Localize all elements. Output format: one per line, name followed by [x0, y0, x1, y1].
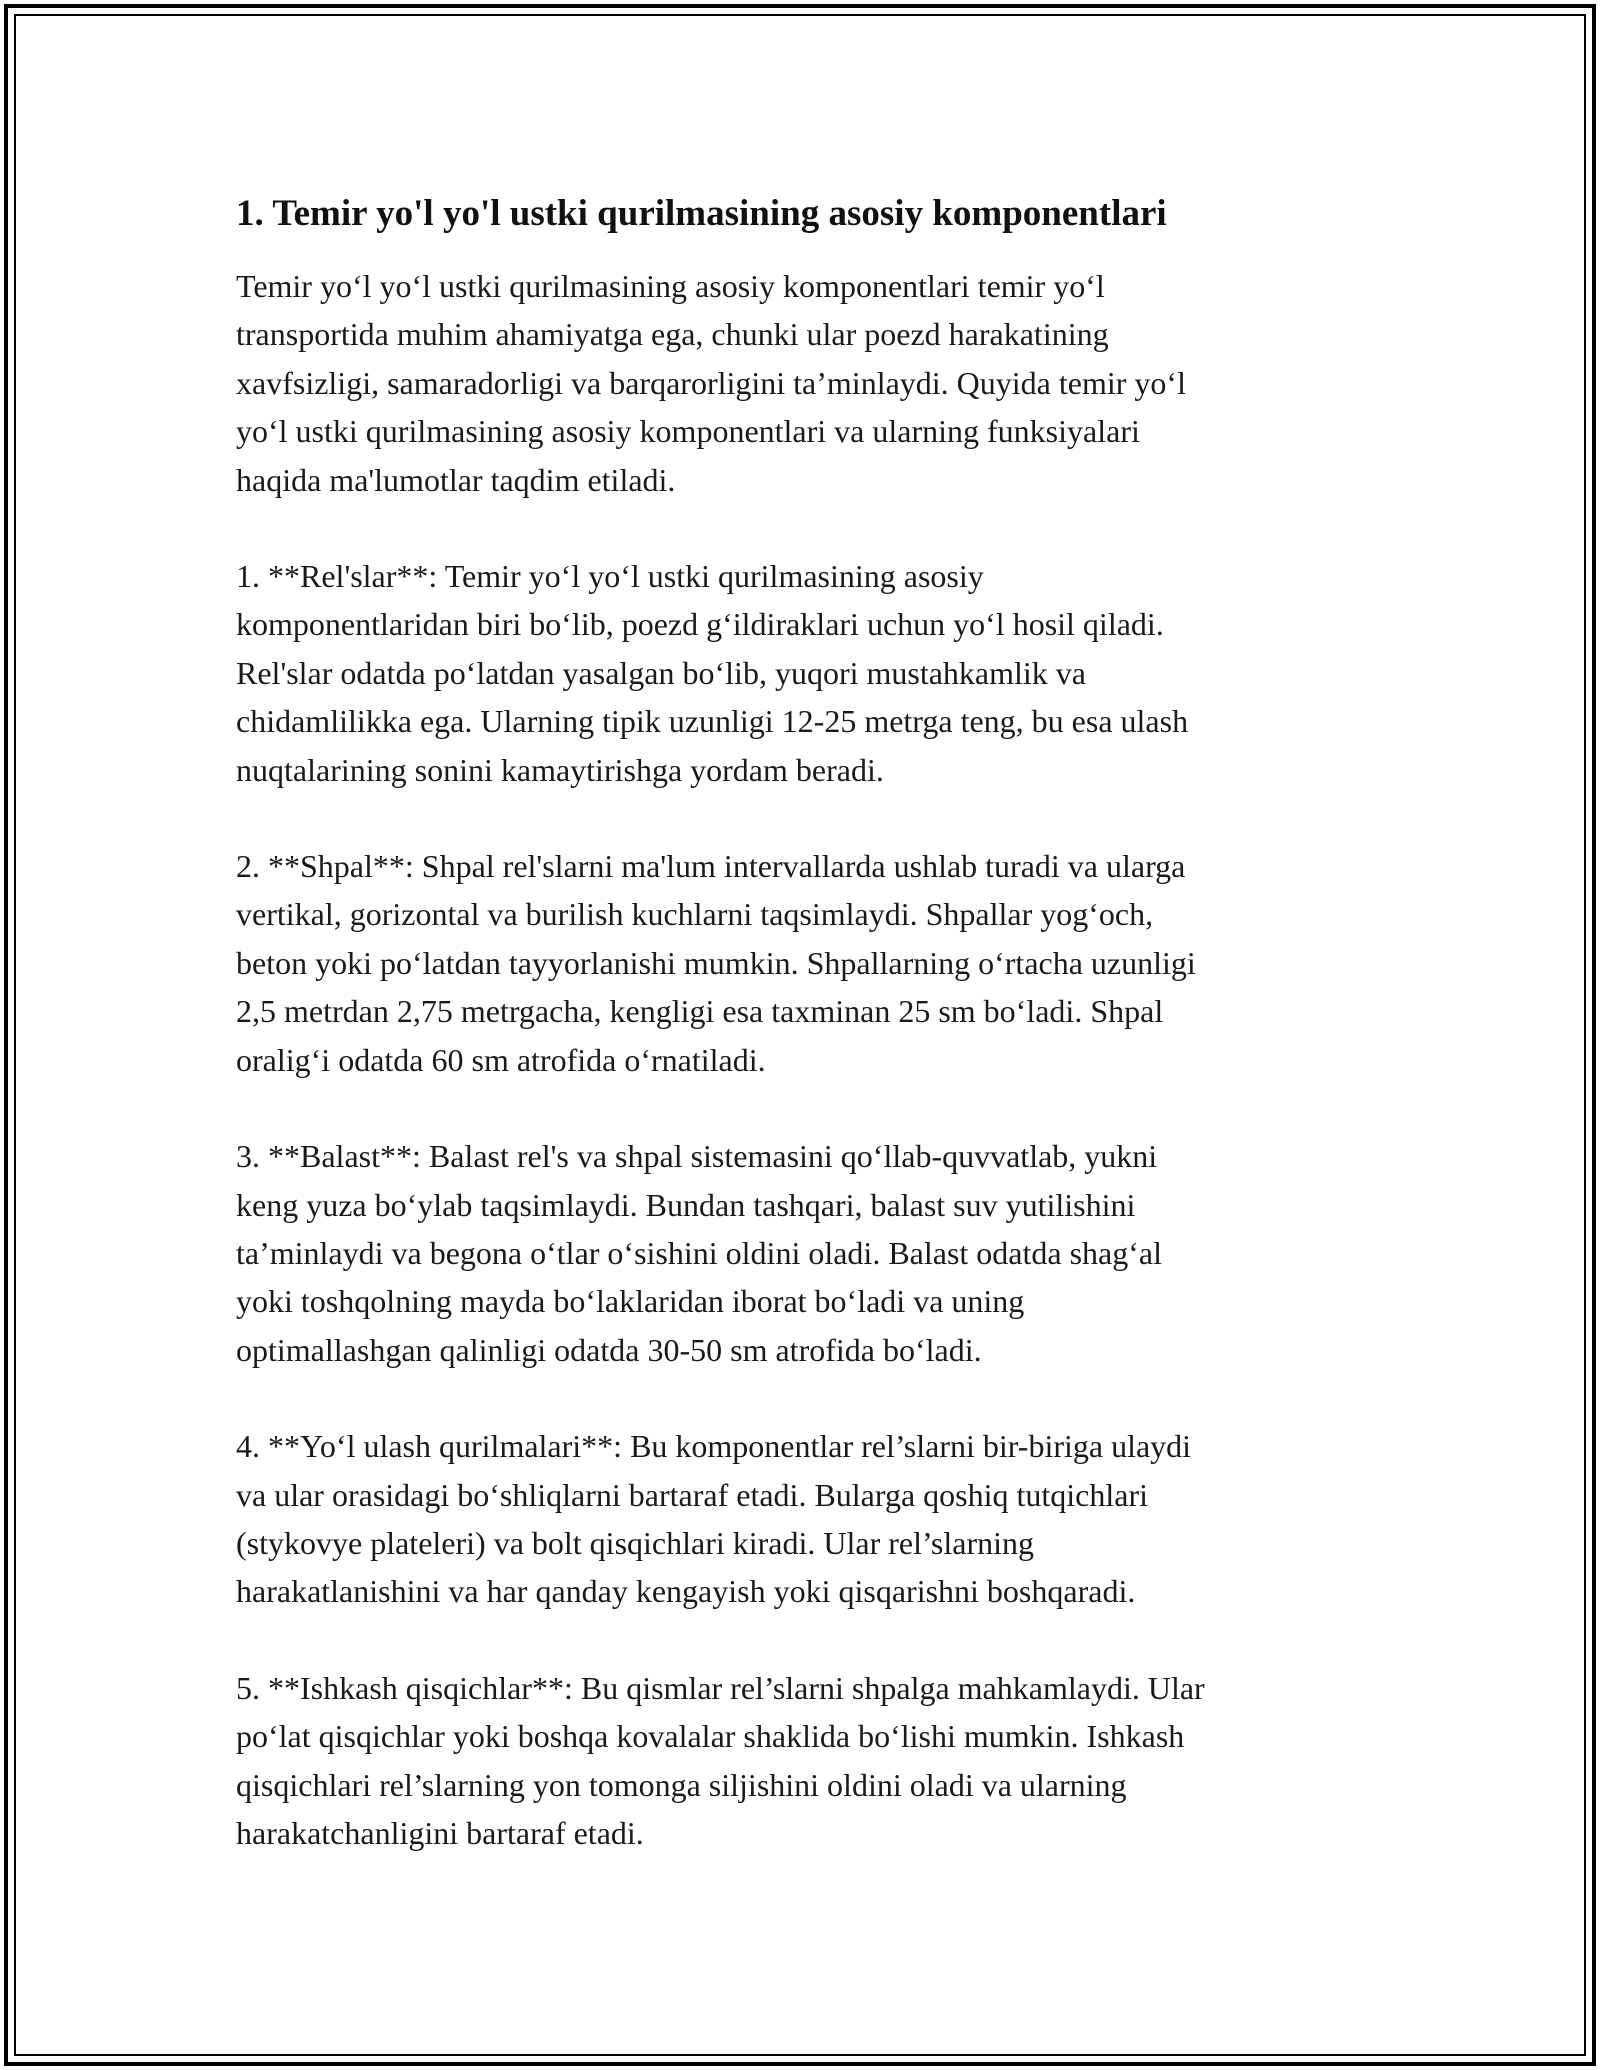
text-line: transportida muhim ahamiyatga ega, chunki ular poezd harakatining — [236, 316, 1109, 353]
text-line: chidamlilikka ega. Ularning tipik uzunligi 12-25 metrga teng, bu esa ulash — [236, 703, 1189, 740]
text-line: 1. **Rel'slar**: Temir yo‘l yo‘l ustki qurilmasining asosiy — [236, 558, 984, 595]
text-line: vertikal, gorizontal va burilish kuchlarni taqsimlaydi. Shpallar yog‘och, — [236, 896, 1154, 933]
text-line: yoki toshqolning mayda bo‘laklaridan iborat bo‘ladi va uning — [236, 1283, 1025, 1320]
rails-paragraph — [236, 552, 1366, 794]
text-line: ta’minlaydi va begona o‘tlar o‘sishini oldini oladi. Balast odatda shag‘al — [236, 1234, 1162, 1271]
text-line: komponentlaridan biri bo‘lib, poezd g‘ildiraklari uchun yo‘l hosil qiladi. — [236, 606, 1164, 643]
text-line: optimallashgan qalinligi odatda 30-50 sm atrofida bo‘ladi. — [236, 1331, 982, 1368]
text-line: (stykovye plateleri) va bolt qisqichlari kiradi. Ular rel’slarning — [236, 1524, 1034, 1561]
text-line: yo‘l ustki qurilmasining asosiy komponentlari va ularning funksiyalari — [236, 413, 1140, 450]
text-line: qisqichlari rel’slarning yon tomonga siljishini oldini oladi va ularning — [236, 1766, 1127, 1803]
text-line: Rel'slar odatda po‘latdan yasalgan bo‘lib, yuqori mustahkamlik va — [236, 654, 1086, 691]
text-line: haqida ma'lumotlar taqdim etiladi. — [236, 461, 676, 498]
document-body — [236, 188, 1366, 1905]
text-line: xavfsizligi, samaradorligi va barqarorligini ta’minlaydi. Quyida temir yo‘l — [236, 364, 1186, 401]
text-line: keng yuza bo‘ylab taqsimlaydi. Bundan tashqari, balast suv yutilishini — [236, 1186, 1136, 1223]
text-line: oralig‘i odatda 60 sm atrofida o‘rnatiladi. — [236, 1041, 766, 1078]
text-line: nuqtalarining sonini kamaytirishga yordam beradi. — [236, 751, 884, 788]
sleepers-paragraph — [236, 842, 1366, 1084]
text-line: harakatchanligini bartaraf etadi. — [236, 1814, 644, 1851]
text-line: 5. **Ishkash qisqichlar**: Bu qismlar rel’slarni shpalga mahkamlaydi. Ular — [236, 1669, 1205, 1706]
text-line: Temir yo‘l yo‘l ustki qurilmasining asosiy komponentlari temir yo‘l — [236, 268, 1105, 304]
text-line: beton yoki po‘latdan tayyorlanishi mumkin. Shpallarning o‘rtacha uzunligi — [236, 944, 1196, 981]
text-line: va ular orasidagi bo‘shliqlarni bartaraf etadi. Bularga qoshiq tutqichlari — [236, 1476, 1149, 1513]
clamps-paragraph — [236, 1664, 1366, 1858]
text-line: po‘lat qisqichlar yoki boshqa kovalalar shaklida bo‘lishi mumkin. Ishkash — [236, 1718, 1185, 1755]
text-line: 2. **Shpal**: Shpal rel'slarni ma'lum intervallarda ushlab turadi va ularga — [236, 848, 1186, 885]
ballast-paragraph — [236, 1132, 1366, 1374]
intro-paragraph — [236, 262, 1366, 504]
text-line: 4. **Yo‘l ulash qurilmalari**: Bu komponentlar rel’slarni bir-biriga ulaydi — [236, 1428, 1192, 1465]
text-line: 2,5 metrdan 2,75 metrgacha, kengligi esa taxminan 25 sm bo‘ladi. Shpal — [236, 993, 1164, 1030]
text-line: harakatlanishini va har qanday kengayish yoki qisqarishni boshqaradi. — [236, 1573, 1136, 1610]
section-heading: 1. Temir yo'l yo'l ustki qurilmasining asosiy komponentlari — [236, 193, 1167, 234]
text-line: 3. **Balast**: Balast rel's va shpal sistemasini qo‘llab-quvvatlab, yukni — [236, 1138, 1158, 1175]
joints-paragraph — [236, 1422, 1366, 1616]
